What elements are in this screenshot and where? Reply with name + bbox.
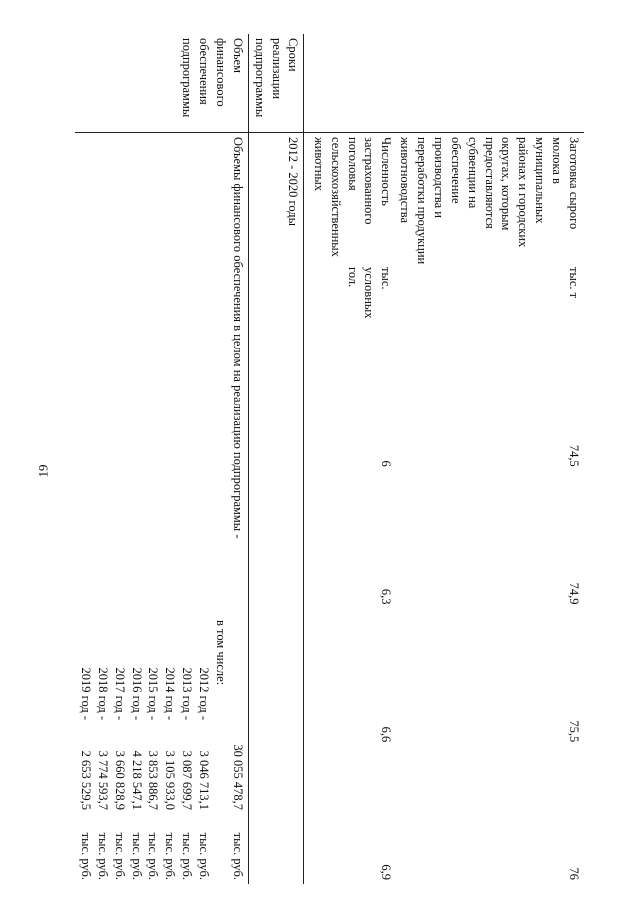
year-unit: тыс. руб. [112, 832, 127, 880]
financing-year-row [94, 137, 111, 880]
financing-title: Объемы финансового обеспечения в целом на реализацию подпрограммы - [230, 137, 245, 539]
year-unit: тыс. руб. [197, 832, 212, 880]
financing-year-row [145, 137, 162, 880]
year-label: 2013 год - [180, 667, 195, 720]
financing-label: Объем финансового обеспечения подпрограммы [75, 34, 248, 133]
indicator-values [378, 329, 395, 880]
year-amount: 2 653 529,5 [79, 750, 93, 810]
financing-year-row [162, 137, 179, 880]
indicator-row [396, 137, 582, 880]
year-amount: 3 774 593,7 [95, 750, 110, 810]
indicator-value: 6,3 [379, 588, 394, 605]
year-label: 2015 год - [146, 667, 161, 720]
indicator-value: 6,9 [379, 864, 394, 880]
indicator-name: Заготовка сырого молока в муниципальных районах и городских округах, которым предоставляются субвенции на обеспечение производства и переработки продукции животноводства [398, 137, 581, 265]
indicator-value: 75,5 [567, 720, 581, 743]
indicator-value: 6,6 [379, 726, 394, 743]
document-table-sheet [79, 34, 584, 884]
financing-year-row [77, 137, 94, 880]
financing-total-row [229, 137, 246, 880]
year-label: 2012 год - [197, 667, 212, 720]
year-label: 2018 год - [95, 667, 110, 720]
indicator-value: 74,9 [567, 582, 581, 605]
year-amount: 3 087 699,7 [180, 750, 195, 810]
indicator-value: 74,5 [567, 444, 581, 467]
financing-year-row [195, 137, 212, 880]
financing-total: 30 055 478,7 [230, 744, 245, 810]
year-amount: 3 853 886,7 [146, 750, 161, 810]
indicator-name: Численность застрахованного поголовья сельскохозяйственных животных [311, 137, 394, 257]
program-passport-table [75, 34, 584, 884]
year-amount: 4 218 547,1 [129, 750, 144, 810]
indicator-unit: тыс. условных гол. [345, 267, 394, 319]
year-label: 2014 год - [163, 667, 178, 720]
indicator-value: 6 [379, 460, 394, 467]
indicator-value: 76 [567, 867, 581, 880]
indicators-cell [304, 133, 584, 885]
timeline-value: 2012 - 2020 годы [248, 133, 304, 885]
indicator-row [310, 137, 394, 880]
year-unit: тыс. руб. [163, 832, 178, 880]
year-amount: 3 660 828,9 [112, 750, 127, 810]
financing-row [75, 34, 248, 884]
year-unit: тыс. руб. [146, 832, 161, 880]
page-number: 19 [35, 464, 51, 478]
financing-including: в том числе: [214, 620, 228, 686]
timeline-label: Сроки реализации подпрограммы [248, 34, 304, 133]
year-label: 2017 год - [112, 667, 127, 720]
year-unit: тыс. руб. [95, 832, 110, 880]
financing-cell [75, 133, 248, 885]
financing-year-row [111, 137, 128, 880]
timeline-row [248, 34, 304, 884]
year-amount: 3 046 713,1 [197, 750, 212, 810]
indicator-unit: тыс. т [567, 267, 581, 299]
year-label: 2019 год - [79, 667, 93, 720]
indicators-row [304, 34, 584, 884]
year-unit: тыс. руб. [129, 832, 144, 880]
indicators-label-cell [304, 34, 584, 133]
year-amount: 3 105 933,0 [163, 750, 178, 810]
financing-year-row [128, 137, 145, 880]
indicator-values [565, 329, 582, 880]
year-unit: тыс. руб. [180, 832, 195, 880]
year-unit: тыс. руб. [79, 832, 93, 880]
year-label: 2016 год - [129, 667, 144, 720]
financing-total-unit: тыс. руб. [230, 832, 245, 880]
financing-year-row [178, 137, 195, 880]
